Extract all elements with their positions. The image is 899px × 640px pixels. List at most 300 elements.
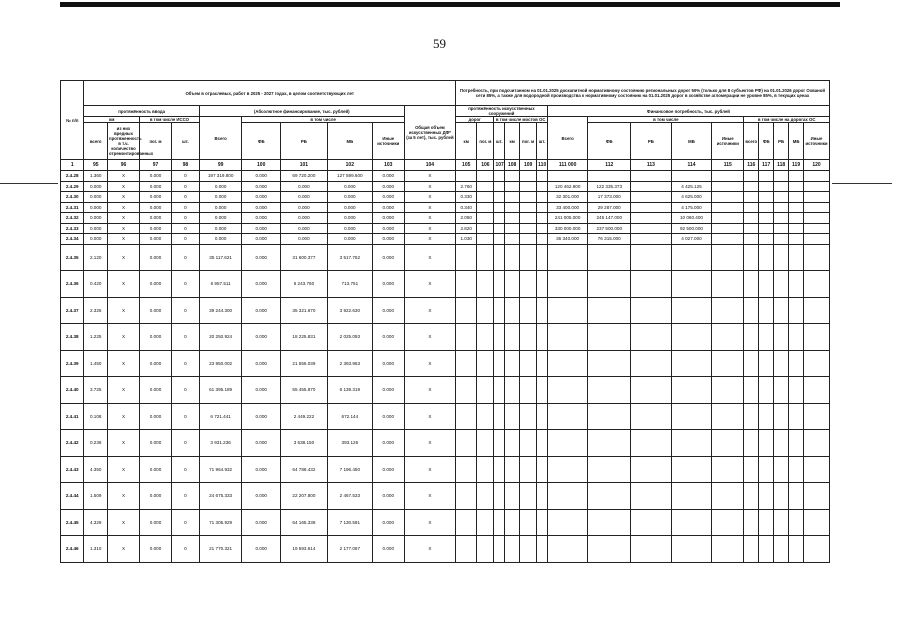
table-cell [712, 324, 744, 351]
table-cell [804, 244, 830, 271]
table-cell: X [404, 244, 455, 271]
table-cell [789, 483, 804, 510]
table-cell [804, 456, 830, 483]
table-cell [789, 536, 804, 563]
top-rule [60, 2, 840, 7]
table-cell [505, 213, 520, 224]
table-cell: 0.000 [242, 430, 280, 457]
table-cell: 713.751 [327, 271, 372, 298]
table-cell [456, 377, 477, 404]
table-cell [744, 324, 759, 351]
table-cell [477, 536, 494, 563]
table-cell: 0 [172, 223, 200, 234]
table-cell: 64 165.338 [280, 509, 327, 536]
table-cell [547, 297, 588, 324]
header-rb: РБ [280, 123, 327, 160]
table-cell: X [107, 536, 139, 563]
table-cell [744, 202, 759, 213]
table-cell: 6 721.441 [199, 403, 242, 430]
table-cell: X [404, 350, 455, 377]
column-number: 117 [759, 160, 774, 171]
table-cell: 245 147.000 [588, 213, 631, 224]
row-id-cell: 2.4.46 [61, 536, 84, 563]
table-cell: 7 130.591 [327, 509, 372, 536]
column-number: 111 000 [547, 160, 588, 171]
table-cell: 3 922.630 [327, 297, 372, 324]
header-finance-left: (Абсолютное финансирование, тыс. рублей) [199, 106, 404, 117]
table-cell: 2.760 [456, 181, 477, 192]
table-cell: 0.000 [280, 181, 327, 192]
table-cell: 197 319.800 [199, 171, 242, 182]
table-cell [547, 456, 588, 483]
table-cell [671, 297, 712, 324]
table-cell [505, 483, 520, 510]
table-cell [494, 509, 505, 536]
table-cell [631, 350, 672, 377]
table-cell [789, 509, 804, 536]
table-cell [744, 297, 759, 324]
table-cell: 0.000 [372, 350, 404, 377]
table-cell [456, 244, 477, 271]
header-rb-os: РБ [774, 123, 789, 160]
table-cell: X [107, 483, 139, 510]
table-cell: 69 720.200 [280, 171, 327, 182]
table-cell [804, 324, 830, 351]
table-cell: 32 301.000 [547, 192, 588, 203]
table-cell: 4.329 [84, 509, 107, 536]
table-cell [712, 536, 744, 563]
table-row [61, 483, 830, 510]
table-cell: 241 005.000 [547, 213, 588, 224]
table-cell [456, 271, 477, 298]
table-cell: 0.000 [140, 509, 172, 536]
table-cell [631, 430, 672, 457]
table-cell: 393.126 [327, 430, 372, 457]
row-id-cell: 2.4.44 [61, 483, 84, 510]
table-cell [804, 202, 830, 213]
table-cell: 33 400.000 [547, 202, 588, 213]
table-cell: 36 340.000 [547, 234, 588, 245]
table-cell [494, 536, 505, 563]
table-cell [671, 171, 712, 182]
table-cell [537, 244, 548, 271]
header-finance-right: Финансовое потребность, тыс. рублей [547, 106, 829, 117]
table-cell: X [107, 171, 139, 182]
table-cell: 1.450 [84, 350, 107, 377]
table-cell [671, 536, 712, 563]
table-cell [494, 244, 505, 271]
table-cell: 19 593.614 [280, 536, 327, 563]
header-fb-right: ФБ [588, 123, 631, 160]
column-number: 95 [84, 160, 107, 171]
table-cell: 0.000 [372, 483, 404, 510]
table-cell [537, 271, 548, 298]
table-cell: 0.000 [199, 181, 242, 192]
table-cell: X [107, 192, 139, 203]
table-cell [494, 324, 505, 351]
table-cell [804, 223, 830, 234]
table-cell: 0.000 [242, 483, 280, 510]
column-number: 113 [631, 160, 672, 171]
table-cell [547, 350, 588, 377]
table-cell: 0.000 [372, 171, 404, 182]
table-cell [505, 324, 520, 351]
table-cell: 0.000 [242, 223, 280, 234]
table-cell [789, 192, 804, 203]
table-cell [477, 509, 494, 536]
column-number: 114 [671, 160, 712, 171]
table-cell: 0 [172, 509, 200, 536]
table-cell [712, 192, 744, 203]
table-row [61, 456, 830, 483]
table-cell: X [107, 377, 139, 404]
table-cell [759, 377, 774, 404]
table-cell: 0.000 [84, 202, 107, 213]
table-cell [505, 509, 520, 536]
table-row [61, 181, 830, 192]
column-number: 101 [280, 160, 327, 171]
table-cell [631, 456, 672, 483]
header-incl-bridges: в том числе мостов ОС [495, 117, 546, 122]
table-cell [537, 223, 548, 234]
table-cell: X [107, 223, 139, 234]
table-cell [774, 297, 789, 324]
table-cell [671, 244, 712, 271]
table-cell [789, 202, 804, 213]
table-cell: 0 [172, 297, 200, 324]
table-cell: X [107, 509, 139, 536]
header-mb-right: МБ [671, 123, 712, 160]
table-cell [477, 223, 494, 234]
table-cell: 0.000 [140, 234, 172, 245]
table-cell [588, 377, 631, 404]
table-cell: 0.000 [199, 223, 242, 234]
table-cell [505, 403, 520, 430]
table-cell [505, 192, 520, 203]
table-cell [547, 483, 588, 510]
table-cell [547, 324, 588, 351]
table-row [61, 244, 830, 271]
table-cell: 0.000 [242, 234, 280, 245]
table-cell: 0.000 [84, 213, 107, 224]
table-cell [789, 403, 804, 430]
row-id-cell: 2.4.30 [61, 192, 84, 203]
table-cell [789, 297, 804, 324]
header-incl-right: в том числе [588, 117, 744, 123]
table-cell [789, 181, 804, 192]
table-cell [477, 324, 494, 351]
table-cell [494, 456, 505, 483]
table-cell: 1.225 [84, 324, 107, 351]
table-cell: 0.000 [242, 192, 280, 203]
table-body [61, 171, 830, 563]
table-cell [520, 430, 537, 457]
table-cell: 0.000 [199, 192, 242, 203]
header-other-os: Иные источники [804, 123, 830, 160]
table-cell: 1.310 [84, 536, 107, 563]
table-cell [477, 350, 494, 377]
table-cell [759, 324, 774, 351]
table-cell [712, 223, 744, 234]
table-cell: X [404, 297, 455, 324]
column-number: 120 [804, 160, 830, 171]
table-cell: 4 175.000 [671, 202, 712, 213]
header-pog-m: пог. м [140, 123, 172, 160]
table-cell [505, 244, 520, 271]
table-row [61, 271, 830, 298]
table-cell [505, 223, 520, 234]
table-cell [520, 271, 537, 298]
table-cell [520, 350, 537, 377]
header-sht-right-2: шт. [537, 123, 548, 160]
table-cell: 2 449.222 [280, 403, 327, 430]
table-cell: X [404, 171, 455, 182]
table-cell [759, 202, 774, 213]
page-number: 59 [433, 36, 446, 51]
table-cell [505, 377, 520, 404]
table-cell [494, 181, 505, 192]
table-cell: 0.000 [372, 234, 404, 245]
table-cell [759, 430, 774, 457]
table-cell: 0.000 [280, 202, 327, 213]
table-cell [588, 350, 631, 377]
table-cell: 0.000 [242, 350, 280, 377]
table-cell: 35 117.621 [199, 244, 242, 271]
table-cell [759, 171, 774, 182]
table-cell [477, 430, 494, 457]
table-cell: 122 335.373 [588, 181, 631, 192]
table-cell [494, 192, 505, 203]
table-cell: X [404, 509, 455, 536]
row-id-cell: 2.4.32 [61, 213, 84, 224]
table-cell: 35 321.670 [280, 297, 327, 324]
table-cell: 0.000 [140, 181, 172, 192]
table-cell: 2 393.963 [327, 350, 372, 377]
header-in-which-isso: в том числе ИССО [140, 117, 200, 123]
table-cell [712, 483, 744, 510]
table-cell [759, 192, 774, 203]
table-cell [477, 403, 494, 430]
table-row [61, 202, 830, 213]
column-number: 1 [61, 160, 84, 171]
table-cell [537, 403, 548, 430]
table-cell [520, 202, 537, 213]
table-cell: 0.000 [372, 456, 404, 483]
table-cell [744, 509, 759, 536]
table-cell [547, 377, 588, 404]
table-cell: 330 000.000 [547, 223, 588, 234]
table-cell: 0.000 [140, 456, 172, 483]
table-cell: 0.000 [280, 234, 327, 245]
table-cell: 0.000 [140, 430, 172, 457]
table-cell: 127 599.600 [327, 171, 372, 182]
table-cell [759, 350, 774, 377]
table-cell [671, 456, 712, 483]
table-cell: 2 177.067 [327, 536, 372, 563]
header-other-right: Иные источники [712, 123, 744, 160]
table-cell: 20 250.924 [199, 324, 242, 351]
table-cell [537, 181, 548, 192]
table-cell [671, 403, 712, 430]
table-cell [588, 536, 631, 563]
table-cell: 0.000 [242, 271, 280, 298]
table-cell [537, 350, 548, 377]
row-id-cell: 2.4.35 [61, 244, 84, 271]
table-cell [631, 213, 672, 224]
table-cell: X [404, 192, 455, 203]
table-cell: X [107, 244, 139, 271]
table-cell [671, 377, 712, 404]
table-cell [505, 181, 520, 192]
table-cell [804, 483, 830, 510]
table-cell: 0 [172, 350, 200, 377]
table-cell [789, 171, 804, 182]
column-number: 96 [107, 160, 139, 171]
row-id-cell: 2.4.45 [61, 509, 84, 536]
table-row [61, 377, 830, 404]
table-cell: 0.000 [84, 223, 107, 234]
table-cell [588, 297, 631, 324]
table-cell [631, 483, 672, 510]
table-cell: 71 964.932 [199, 456, 242, 483]
table-cell [547, 171, 588, 182]
table-cell: X [404, 234, 455, 245]
data-table [60, 80, 830, 563]
table-cell: 0.000 [140, 536, 172, 563]
table-cell [494, 223, 505, 234]
table-cell [774, 536, 789, 563]
table-cell: 0.000 [140, 377, 172, 404]
table-cell [477, 244, 494, 271]
column-number: 108 [505, 160, 520, 171]
table-cell [588, 403, 631, 430]
table-cell: 3.725 [84, 377, 107, 404]
scan-right-rule [832, 183, 892, 184]
column-number: 119 [789, 160, 804, 171]
table-cell [494, 271, 505, 298]
table-cell: 4.350 [84, 456, 107, 483]
table-cell: 0.000 [242, 171, 280, 182]
table-cell [477, 213, 494, 224]
table-cell [774, 456, 789, 483]
table-cell [774, 181, 789, 192]
table-cell [712, 181, 744, 192]
table-cell [671, 509, 712, 536]
table-cell [520, 213, 537, 224]
table-cell [804, 403, 830, 430]
table-cell [789, 377, 804, 404]
table-cell [494, 350, 505, 377]
table-cell: 0.000 [327, 213, 372, 224]
table-cell [744, 456, 759, 483]
table-cell [712, 377, 744, 404]
table-cell [759, 536, 774, 563]
table-row [61, 213, 830, 224]
table-cell [537, 202, 548, 213]
table-cell: 0.000 [372, 181, 404, 192]
table-cell [547, 430, 588, 457]
table-cell [744, 536, 759, 563]
table-cell [774, 223, 789, 234]
table-cell: X [404, 430, 455, 457]
table-cell [456, 403, 477, 430]
table-cell [712, 202, 744, 213]
table-cell [804, 181, 830, 192]
header-fb: ФБ [242, 123, 280, 160]
table-cell: 1.360 [84, 171, 107, 182]
table-row [61, 223, 830, 234]
table-cell: 29 287.000 [588, 202, 631, 213]
header-capacity-right: протяжённость искусственных сооружений [456, 106, 548, 117]
table-cell [456, 456, 477, 483]
table-cell: X [404, 271, 455, 298]
table-cell: 0.000 [140, 244, 172, 271]
table-cell: 4 625.000 [671, 192, 712, 203]
table-cell [520, 377, 537, 404]
table-cell [759, 213, 774, 224]
table-cell [804, 430, 830, 457]
table-cell: 6 957.511 [199, 271, 242, 298]
table-cell: X [404, 202, 455, 213]
table-cell [520, 324, 537, 351]
table-cell [744, 244, 759, 271]
table-cell: 0.000 [242, 536, 280, 563]
table-cell: 0 [172, 271, 200, 298]
table-cell [774, 403, 789, 430]
table-cell [537, 171, 548, 182]
table-cell: X [107, 430, 139, 457]
table-cell: 0.108 [84, 403, 107, 430]
table-cell [547, 509, 588, 536]
header-roads: дорог [456, 117, 494, 123]
table-cell [774, 244, 789, 271]
table-cell: 0.420 [84, 271, 107, 298]
column-number: 109 [520, 160, 537, 171]
table-cell: 0.236 [84, 430, 107, 457]
table-cell: 0 [172, 234, 200, 245]
table-cell [520, 244, 537, 271]
table-cell: 31 600.377 [280, 244, 327, 271]
table-row [61, 324, 830, 351]
table-cell [547, 403, 588, 430]
table-cell [477, 171, 494, 182]
table-cell [759, 456, 774, 483]
table-cell [671, 271, 712, 298]
table-cell: 0.000 [140, 192, 172, 203]
table-cell: 2.820 [456, 223, 477, 234]
table-cell: 2 467.533 [327, 483, 372, 510]
table-row [61, 234, 830, 245]
table-cell [456, 536, 477, 563]
table-cell: 0.000 [140, 324, 172, 351]
table-cell: 0.000 [242, 202, 280, 213]
table-cell [477, 377, 494, 404]
table-cell [774, 350, 789, 377]
row-id-cell: 2.4.43 [61, 456, 84, 483]
table-cell: 0.000 [140, 213, 172, 224]
table-cell: X [107, 350, 139, 377]
row-id-cell: 2.4.41 [61, 403, 84, 430]
table-cell: 7 196.450 [327, 456, 372, 483]
table-cell [520, 456, 537, 483]
header-sht-right: шт. [494, 123, 505, 160]
row-id-cell: 2.4.37 [61, 297, 84, 324]
table-cell [774, 192, 789, 203]
group-header-left: Объем в отраслевых, работ в 2025 - 2027 годах, в целом соответствующих лет [84, 81, 456, 106]
table-row [61, 192, 830, 203]
table-cell [588, 244, 631, 271]
table-cell [537, 213, 548, 224]
